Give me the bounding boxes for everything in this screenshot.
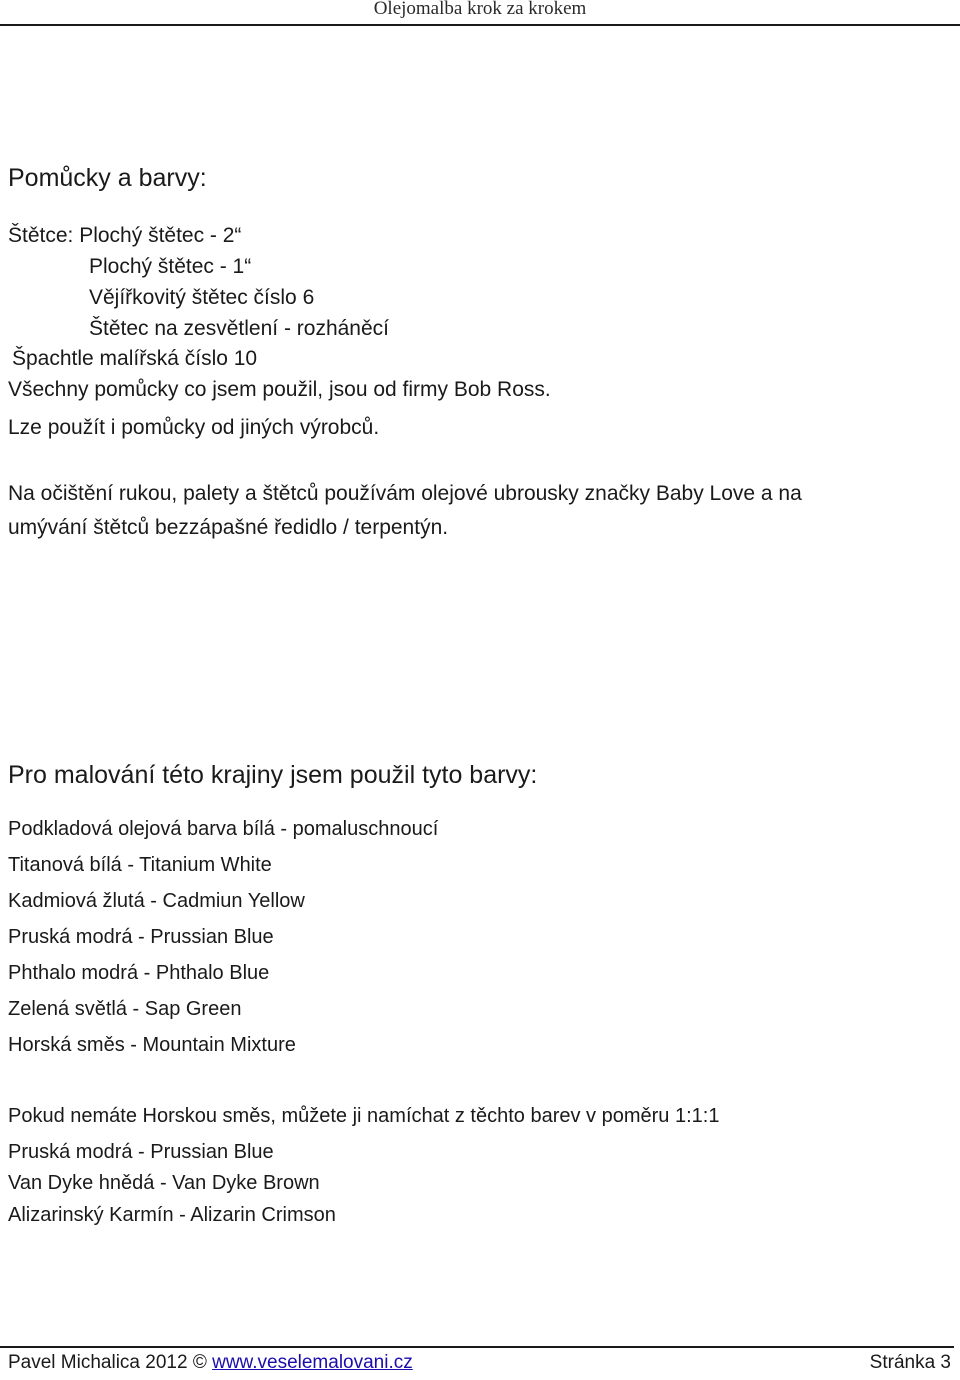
- mixture-intro: Pokud nemáte Horskou směs, můžete ji namíchat z těchto barev v poměru 1:1:1: [8, 1105, 720, 1127]
- footer-page-number: Stránka 3: [869, 1352, 951, 1373]
- paint-list-item: Podkladová olejová barva bílá - pomaluschnoucí: [8, 818, 439, 840]
- section-heading-paints: Pro malování této krajiny jsem použil tyto barvy:: [8, 761, 538, 789]
- header-divider: [0, 24, 960, 26]
- brand-note: Všechny pomůcky co jsem použil, jsou od firmy Bob Ross.: [8, 378, 551, 401]
- brush-list-label: Štětce: Plochý štětec - 2“: [8, 224, 242, 247]
- paint-list-item: Zelená světlá - Sap Green: [8, 998, 242, 1020]
- section-heading-tools: Pomůcky a barvy:: [8, 164, 207, 192]
- footer-author: Pavel Michalica 2012 ©: [8, 1352, 207, 1373]
- mixture-item: Alizarinský Karmín - Alizarin Crimson: [8, 1204, 336, 1226]
- cleaning-note-line: Na očištění rukou, palety a štětců používám olejové ubrousky značky Baby Love a na: [8, 482, 802, 505]
- brush-item: Vějířkovitý štětec číslo 6: [89, 286, 315, 309]
- paint-list-item: Kadmiová žlutá - Cadmiun Yellow: [8, 890, 305, 912]
- paint-list-item: Horská směs - Mountain Mixture: [8, 1034, 296, 1056]
- brush-item: Plochý štětec - 1“: [89, 255, 252, 278]
- brush-item: Štětec na zesvětlení - rozháněcí: [89, 317, 389, 340]
- page-header-title: Olejomalba krok za krokem: [373, 0, 587, 19]
- other-makers-note: Lze použít i pomůcky od jiných výrobců.: [8, 416, 380, 439]
- footer-left: [8, 1352, 413, 1374]
- mixture-item: Van Dyke hnědá - Van Dyke Brown: [8, 1172, 320, 1194]
- footer-divider: [0, 1346, 954, 1348]
- paint-list-item: Pruská modrá - Prussian Blue: [8, 926, 274, 948]
- paint-list-item: Titanová bílá - Titanium White: [8, 854, 272, 876]
- cleaning-note-line: umývání štětců bezzápašné ředidlo / terpentýn.: [8, 516, 449, 539]
- mixture-item: Pruská modrá - Prussian Blue: [8, 1141, 274, 1163]
- spatula-item: Špachtle malířská číslo 10: [12, 347, 258, 370]
- footer-website-link[interactable]: www.veselemalovani.cz: [212, 1352, 413, 1373]
- paint-list-item: Phthalo modrá - Phthalo Blue: [8, 962, 270, 984]
